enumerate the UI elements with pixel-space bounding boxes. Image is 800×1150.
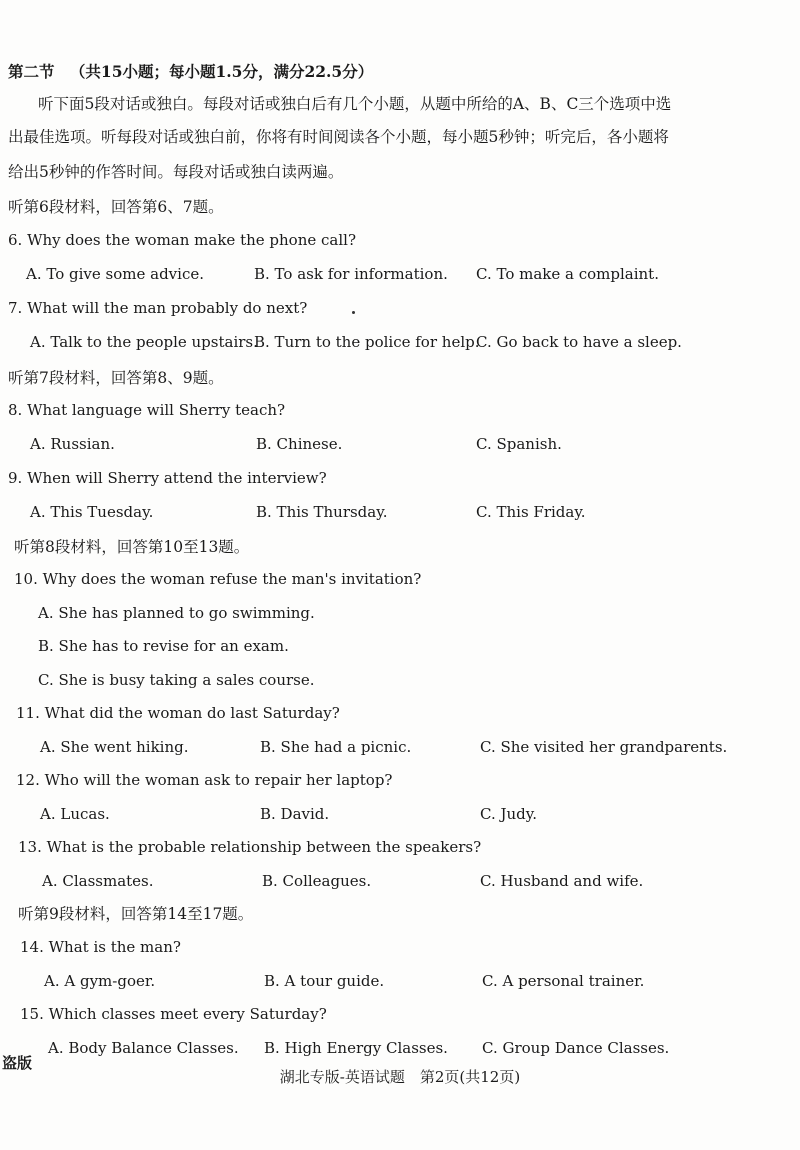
option-b: B. She had a picnic. xyxy=(260,738,412,756)
section-title xyxy=(8,62,373,82)
option-c: C. Husband and wife. xyxy=(480,872,644,890)
option-a: A. She went hiking. xyxy=(40,738,189,756)
question-stem: 6. Why does the woman make the phone call? xyxy=(8,231,356,249)
option-b: B. This Thursday. xyxy=(256,503,388,521)
option-c: C. Judy. xyxy=(480,805,538,823)
option-b: B. A tour guide. xyxy=(264,972,385,990)
group-header: 听第7段材料，回答第8、9题。 xyxy=(8,369,224,387)
question-stem: 10. Why does the woman refuse the man's invitation? xyxy=(14,570,422,588)
option-c: C. Go back to have a sleep. xyxy=(476,333,682,351)
question-stem: 13. What is the probable relationship between the speakers? xyxy=(18,838,482,856)
section-scoring: （共15小题；每小题1.5分，满分22.5分） xyxy=(69,62,374,81)
option-a: A. This Tuesday. xyxy=(30,503,154,521)
option-c: C. She visited her grandparents. xyxy=(480,738,728,756)
page-footer: 湖北专版-英语试题 第2页(共12页) xyxy=(279,1068,521,1086)
option-c: C. Group Dance Classes. xyxy=(482,1039,670,1057)
section-title-label: 第二节 xyxy=(8,62,55,81)
option-b: B. She has to revise for an exam. xyxy=(38,637,289,655)
option-c: C. To make a complaint. xyxy=(476,265,659,283)
question-stem: 9. When will Sherry attend the interview? xyxy=(8,469,327,487)
option-a: A. Lucas. xyxy=(40,805,110,823)
option-b: B. High Energy Classes. xyxy=(264,1039,448,1057)
piracy-stamp: 盗版 xyxy=(2,1054,33,1072)
question-stem: 14. What is the man? xyxy=(20,938,181,956)
option-c: C. A personal trainer. xyxy=(482,972,645,990)
question-stem: 12. Who will the woman ask to repair her laptop? xyxy=(16,771,393,789)
question-stem: 15. Which classes meet every Saturday? xyxy=(20,1005,327,1023)
question-stem: 11. What did the woman do last Saturday? xyxy=(16,704,340,722)
group-header: 听第6段材料，回答第6、7题。 xyxy=(8,198,224,216)
question-stem: 7. What will the man probably do next? xyxy=(8,299,308,317)
option-b: B. Colleagues. xyxy=(262,872,372,890)
group-header: 听第9段材料，回答第14至17题。 xyxy=(18,905,254,923)
option-a: A. A gym-goer. xyxy=(44,972,156,990)
option-c: C. She is busy taking a sales course. xyxy=(38,671,315,689)
question-stem: 8. What language will Sherry teach? xyxy=(8,401,286,419)
option-c: C. This Friday. xyxy=(476,503,586,521)
option-a: A. Classmates. xyxy=(42,872,154,890)
instruction-line-1: 听下面5段对话或独白。每段对话或独白后有几个小题，从题中所给的A、B、C三个选项中选 xyxy=(38,95,672,113)
option-b: B. David. xyxy=(260,805,330,823)
option-a: A. Russian. xyxy=(30,435,115,453)
instruction-line-2: 出最佳选项。听每段对话或独白前，你将有时间阅读各个小题，每小题5秒钟；听完后，各小题将 xyxy=(8,128,669,146)
option-b: B. To ask for information. xyxy=(254,265,448,283)
group-header: 听第8段材料，回答第10至13题。 xyxy=(14,538,250,556)
option-a: A. To give some advice. xyxy=(26,265,204,283)
option-a: A. Body Balance Classes. xyxy=(48,1039,239,1057)
option-b: B. Turn to the police for help. xyxy=(254,333,480,351)
option-a: A. She has planned to go swimming. xyxy=(38,604,315,622)
option-b: B. Chinese. xyxy=(256,435,343,453)
instruction-line-3: 给出5秒钟的作答时间。每段对话或独白读两遍。 xyxy=(8,163,344,181)
option-a: A. Talk to the people upstairs. xyxy=(30,333,258,351)
option-c: C. Spanish. xyxy=(476,435,562,453)
ink-speck xyxy=(352,311,355,314)
